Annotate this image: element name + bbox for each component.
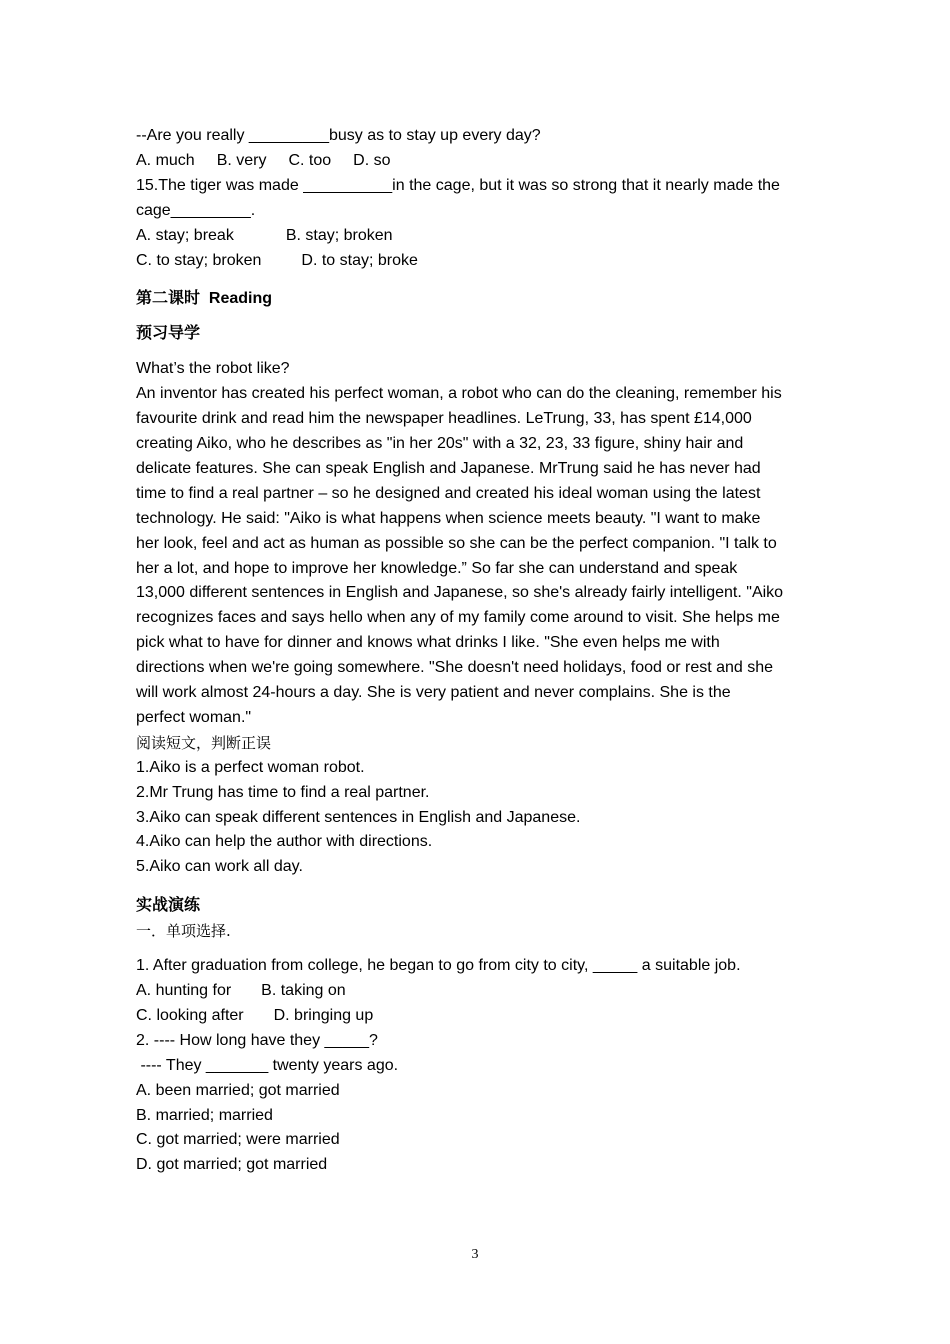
practice-section-title: 一．单项选择. xyxy=(136,922,231,941)
lesson2-heading-cn: 第二课时 xyxy=(136,290,201,308)
q14-options xyxy=(136,149,826,174)
passage-line: creating Aiko, who he describes as "in her 20s" with a 32, 23, 33 figure, shiny hair and xyxy=(136,434,744,452)
lesson2-heading-en: Reading xyxy=(208,290,273,308)
q15-options-row1 xyxy=(136,224,826,249)
q15-option-b: B. stay; broken xyxy=(285,226,393,244)
q15-question-line2: cage_________. xyxy=(136,201,256,219)
practice-heading: 实战演练 xyxy=(136,897,201,915)
tf-item: 4.Aiko can help the author with directions. xyxy=(136,833,433,851)
tf-item: 5.Aiko can work all day. xyxy=(136,858,303,876)
passage xyxy=(136,382,826,731)
practice-q1-option-d: D. bringing up xyxy=(273,1006,374,1024)
passage-line: her look, feel and act as human as possible so she can be the perfect companion. "I talk to xyxy=(136,534,777,552)
practice-q2-question-line1: 2. ---- How long have they _____? xyxy=(136,1031,378,1049)
page-number: 3 xyxy=(471,1247,479,1262)
q15-option-d: D. to stay; broke xyxy=(301,251,418,269)
passage-line: technology. He said: "Aiko is what happens when science meets beauty. "I want to make xyxy=(136,509,761,527)
q15-option-a: A. stay; break xyxy=(136,226,234,244)
q14-option-a: A. much xyxy=(136,151,195,169)
tf-item: 1.Aiko is a perfect woman robot. xyxy=(136,758,365,776)
passage-line: directions when we're going somewhere. "She doesn't need holidays, food or rest and she xyxy=(136,659,774,677)
q14-question: --Are you really _________busy as to stay up every day? xyxy=(136,127,541,144)
passage-line: will work almost 24-hours a day. She is very patient and never complains. She is the xyxy=(136,684,731,702)
preview-heading: 预习导学 xyxy=(136,325,201,343)
practice-q2-option: B. married; married xyxy=(136,1106,273,1124)
practice-q1-question: 1. After graduation from college, he began to go from city to city, _____ a suitable job. xyxy=(136,957,741,975)
passage-line: delicate features. She can speak English and Japanese. MrTrung said he has never had xyxy=(136,459,761,477)
passage-title: What’s the robot like? xyxy=(136,360,290,378)
practice-q2-option: A. been married; got married xyxy=(136,1081,340,1099)
practice-q1-options-row2 xyxy=(136,1004,826,1029)
practice-q2-option: D. got married; got married xyxy=(136,1156,328,1174)
passage-line: time to find a real partner – so he designed and created his ideal woman using the latest xyxy=(136,484,761,502)
practice-q2-question-line2: ---- They _______ twenty years ago. xyxy=(136,1056,399,1074)
practice-q1-option-c: C. looking after xyxy=(136,1006,244,1024)
tf-item: 3.Aiko can speak different sentences in English and Japanese. xyxy=(136,808,581,826)
q14-option-b: B. very xyxy=(216,151,267,169)
passage-line: perfect woman." xyxy=(136,708,252,726)
passage-line: pick what to have for dinner and knows what drinks I like. "She even helps me with xyxy=(136,634,720,652)
tf-instruction: 阅读短文，判断正误 xyxy=(136,733,272,752)
practice-q1-option-b: B. taking on xyxy=(261,982,346,999)
lesson2-heading xyxy=(136,287,826,312)
tf-item: 2.Mr Trung has time to find a real partner. xyxy=(136,783,430,801)
passage-line: recognizes faces and says hello when any of my family come around to visit. She helps me xyxy=(136,609,780,627)
document-body xyxy=(136,124,826,1178)
q15-options-row2 xyxy=(136,249,826,274)
practice-q1-option-a: A. hunting for xyxy=(136,982,232,999)
q14-option-c: C. too xyxy=(288,151,332,169)
practice-q2-option: C. got married; were married xyxy=(136,1131,340,1149)
q15-option-c: C. to stay; broken xyxy=(136,251,262,269)
q14-option-d: D. so xyxy=(353,151,391,169)
passage-line: favourite drink and read him the newspaper headlines. LeTrung, 33, has spent £14,000 xyxy=(136,410,752,428)
tf-list xyxy=(136,756,826,881)
passage-line: her a lot, and hope to improve her knowledge.” So far she can understand and speak xyxy=(136,559,738,577)
passage-line: An inventor has created his perfect woman, a robot who can do the cleaning, remember his xyxy=(136,385,782,403)
passage-line: 13,000 different sentences in English and Japanese, so she's already fairly intelligent. "Aiko xyxy=(136,584,784,602)
q15-question-line1: 15.The tiger was made __________in the cage, but it was so strong that it nearly made the xyxy=(136,176,780,194)
practice-q1-options-row1 xyxy=(136,979,826,1004)
